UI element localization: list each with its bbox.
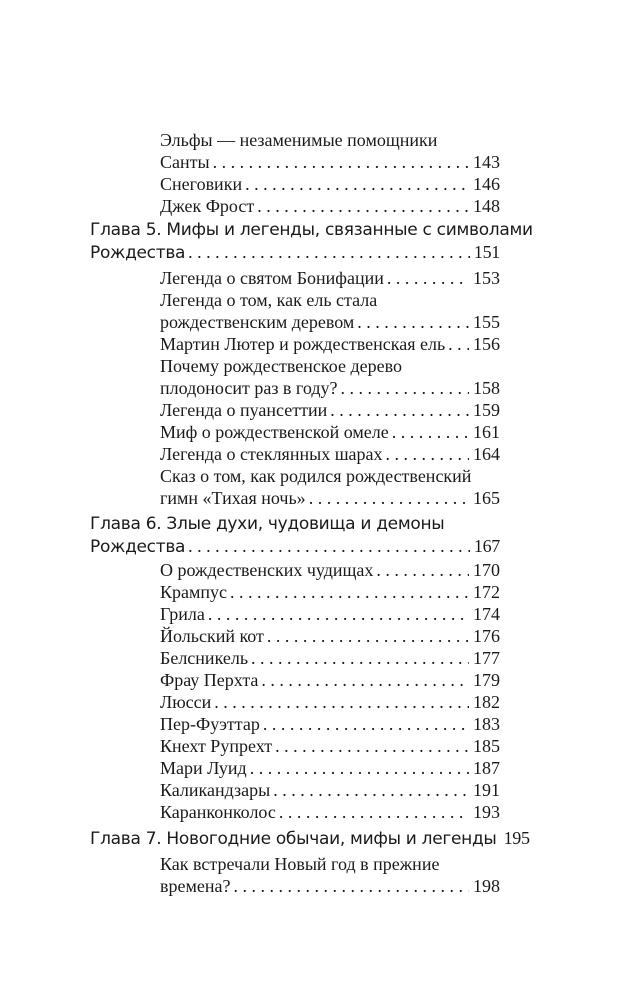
toc-line-text: Снеговики: [160, 174, 243, 194]
toc-page-number: 161: [473, 422, 500, 442]
toc-page-number: 146: [473, 174, 500, 194]
toc-line-text: гимн «Тихая ночь»: [160, 488, 306, 508]
toc-line-text: времена?: [160, 876, 231, 896]
toc-page-number: 156: [473, 334, 500, 354]
toc-leader-dots: [245, 172, 469, 196]
toc-line-text: Кнехт Рупрехт: [160, 736, 273, 756]
toc-entry-line: [160, 646, 500, 670]
toc-line-text: Рождества: [90, 537, 186, 557]
toc-line-text: Эльфы — незаменимые помощники: [160, 130, 438, 150]
toc-entry-line: [160, 172, 500, 196]
toc-leader-dots: [386, 442, 469, 466]
toc-entry-line: [160, 464, 500, 488]
toc-entry-line: [160, 332, 500, 356]
toc-chapter-line: [90, 512, 500, 536]
toc-leader-dots: [208, 602, 469, 626]
toc-page-number: 167: [473, 536, 500, 556]
toc-entry-line: [160, 580, 500, 604]
toc-line-text: Рождества: [90, 243, 186, 263]
toc-entry-line: [160, 288, 500, 312]
toc-page-number: 159: [473, 400, 500, 420]
toc-leader-dots: [188, 534, 470, 558]
toc-line-text: Грила: [160, 604, 205, 624]
toc-entry-line: [160, 668, 500, 692]
toc-page-number: 151: [473, 242, 500, 262]
toc-entry-line: [160, 266, 500, 290]
toc-leader-dots: [376, 558, 469, 582]
toc-leader-dots: [257, 194, 469, 218]
toc-line-text: Фрау Перхта: [160, 670, 259, 690]
toc-leader-dots: [230, 580, 469, 604]
toc-entry-line: [160, 800, 500, 824]
toc-page-number: 153: [473, 268, 500, 288]
toc-entry-line: [160, 194, 500, 218]
toc-page-number: 187: [473, 758, 500, 778]
toc-page-number: 176: [473, 626, 500, 646]
toc-line-text: Каликандзары: [160, 780, 271, 800]
toc-page-number: 183: [473, 714, 500, 734]
toc-line-text: Легенда о том, как ель стала: [160, 290, 378, 310]
toc-entry-line: [160, 150, 500, 174]
toc-line-text: рождественским деревом: [160, 312, 355, 332]
toc-page-number: 148: [473, 196, 500, 216]
toc-leader-dots: [213, 150, 469, 174]
toc-page-number: 158: [473, 378, 500, 398]
toc-entry-line: [160, 354, 500, 378]
toc-page-number: 172: [473, 582, 500, 602]
toc-line-text: Мари Луид: [160, 758, 247, 778]
toc-line-text: Белсникель: [160, 648, 249, 668]
toc-leader-dots: [309, 486, 469, 510]
toc-page-number: 143: [473, 152, 500, 172]
toc-entry-line: [160, 874, 500, 898]
toc-leader-dots: [279, 800, 469, 824]
toc-leader-dots: [275, 734, 469, 758]
toc-chapter-line: [90, 826, 530, 850]
toc-line-text: О рождественских чудищах: [160, 560, 374, 580]
toc-entry-line: [160, 778, 500, 802]
toc-page-number: 193: [473, 802, 500, 822]
toc-entry-line: [160, 310, 500, 334]
toc-page-number: 191: [473, 780, 500, 800]
toc-page-number: 198: [473, 876, 500, 896]
toc-line-text: Пер-Фуэттар: [160, 714, 260, 734]
toc-page-number: 179: [473, 670, 500, 690]
toc-line-text: Йольский кот: [160, 626, 264, 646]
toc-entry-line: [160, 624, 500, 648]
toc-entry-line: [160, 128, 500, 152]
toc-leader-dots: [233, 874, 469, 898]
toc-line-text: Глава 7. Новогодние обычаи, мифы и легенды: [90, 829, 497, 849]
toc-entry-line: [160, 734, 500, 758]
toc-leader-dots: [267, 624, 469, 648]
toc-entry-line: [160, 558, 500, 582]
toc-entry-line: [160, 398, 500, 422]
toc-line-text: Санты: [160, 152, 210, 172]
toc-leader-dots: [251, 646, 469, 670]
toc-chapter-line: [90, 240, 500, 264]
toc-page-number: 174: [473, 604, 500, 624]
toc-leader-dots: [357, 310, 469, 334]
toc-line-text: Джек Фрост: [160, 196, 255, 216]
toc-page-number: 182: [473, 692, 500, 712]
toc-line-text: Миф о рождественской омеле: [160, 422, 389, 442]
toc-line-text: Как встречали Новый год в прежние: [160, 854, 440, 874]
toc-chapter-line: [90, 534, 500, 558]
toc-line-text: Сказ о том, как родился рождественский: [160, 466, 472, 486]
toc-leader-dots: [392, 420, 469, 444]
toc-line-text: Каранконколос: [160, 802, 276, 822]
toc-line-text: плодоносит раз в году?: [160, 378, 338, 398]
toc-leader-dots: [263, 712, 469, 736]
toc-leader-dots: [341, 376, 470, 400]
toc-leader-dots: [214, 690, 469, 714]
toc-line-text: Легенда о стеклянных шарах: [160, 444, 383, 464]
toc-leader-dots: [273, 778, 469, 802]
toc-leader-dots: [387, 266, 469, 290]
toc-line-text: Легенда о пуансеттии: [160, 400, 328, 420]
toc-entry-line: [160, 376, 500, 400]
toc-page-number: 185: [473, 736, 500, 756]
toc-entry-line: [160, 486, 500, 510]
toc-line-text: Глава 5. Мифы и легенды, связанные с символами: [90, 220, 533, 240]
toc-line-text: Глава 6. Злые духи, чудовища и демоны: [90, 514, 445, 534]
toc-line-text: Крампус: [160, 582, 228, 602]
toc-entry-line: [160, 852, 500, 876]
toc-entry-line: [160, 602, 500, 626]
toc-entry-line: [160, 690, 500, 714]
toc-line-text: Легенда о святом Бонифации: [160, 268, 384, 288]
toc-line-text: Мартин Лютер и рождественская ель: [160, 334, 446, 354]
toc-entry-line: [160, 420, 500, 444]
toc-entry-line: [160, 756, 500, 780]
toc-leader-dots: [250, 756, 469, 780]
toc-entry-line: [160, 712, 500, 736]
toc-line-text: Люсси: [160, 692, 212, 712]
toc-page-number: 195: [503, 828, 530, 848]
toc-chapter-line: [90, 218, 533, 242]
toc-leader-dots: [330, 398, 469, 422]
toc-page-number: 164: [473, 444, 500, 464]
toc-page-number: 177: [473, 648, 500, 668]
toc-entry-line: [160, 442, 500, 466]
toc-leader-dots: [448, 332, 469, 356]
toc-leader-dots: [261, 668, 469, 692]
toc-page-number: 170: [473, 560, 500, 580]
toc-page-number: 155: [473, 312, 500, 332]
toc-page-number: 165: [473, 488, 500, 508]
toc-line-text: Почему рождественское дерево: [160, 356, 402, 376]
toc-leader-dots: [188, 240, 470, 264]
